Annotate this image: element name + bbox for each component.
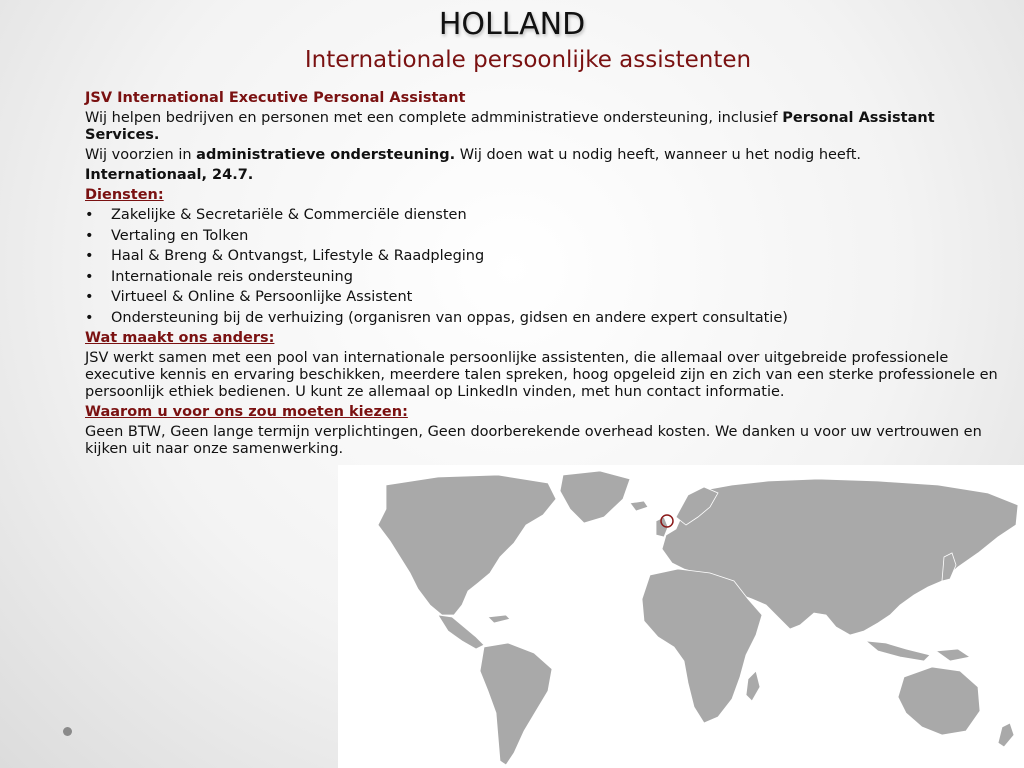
bullet-icon: • [85, 309, 94, 326]
bullet-icon: • [85, 248, 94, 264]
support-paragraph [85, 147, 1010, 164]
slide-title: HOLLAND [438, 7, 586, 42]
service-label: Zakelijke & Secretariële & Commerciële diensten [111, 207, 467, 223]
bullet-icon: • [85, 289, 94, 305]
why-heading: Waarom u voor ons zou moeten kiezen: [85, 404, 408, 420]
slide-corner-dot [63, 727, 72, 736]
international-line [85, 167, 1010, 184]
iceland-shape [630, 501, 648, 511]
support-after: Wij doen wat u nodig heeft, wanneer u het nodig heeft. [455, 147, 862, 163]
list-item [85, 269, 1010, 286]
different-heading: Wat maakt ons anders: [85, 330, 275, 346]
madagascar-shape [746, 671, 760, 701]
service-label: Internationale reis ondersteuning [111, 268, 353, 285]
service-label: Vertaling en Tolken [111, 227, 249, 244]
list-item [85, 228, 1010, 245]
list-item [85, 310, 1010, 327]
intro-text: Wij helpen bedrijven en personen met een complete admministratieve ondersteuning, inclusief [85, 110, 783, 126]
greenland-shape [560, 471, 630, 523]
service-label: Virtueel & Online & Persoonlijke Assistent [111, 289, 413, 305]
slide-content [85, 90, 1010, 461]
list-item [85, 248, 1010, 265]
bullet-icon: • [85, 227, 94, 244]
intro-paragraph [85, 110, 1010, 144]
australia-shape [898, 667, 980, 735]
bullet-icon: • [85, 207, 94, 223]
services-list [85, 207, 1010, 327]
world-map [338, 465, 1024, 768]
different-paragraph: JSV werkt samen met een pool van internationale persoonlijke assistenten, die allemaal over uitgebreide professionele executive kennis en ervaring beschikken, meerdere talen spreken, hoog opgeleid zijn en zich van een sterke professionele en persoonlijk ethiek bedienen. U kunt ze allemaal op LinkedIn vinden, met hun contact informatie. [85, 350, 998, 400]
world-map-graphic [338, 465, 1024, 768]
slide-subtitle: Internationale persoonlijke assistenten [304, 47, 752, 73]
company-name: JSV International Executive Personal Assistant [85, 90, 466, 106]
support-before: Wij voorzien in [85, 147, 197, 163]
caribbean-shape [488, 615, 510, 623]
bullet-icon: • [85, 268, 94, 285]
intro-bold: Personal Assistant Services. [85, 110, 935, 143]
new-zealand-shape [998, 723, 1014, 747]
services-heading: Diensten: [85, 187, 164, 203]
international-text: Internationaal, 24.7. [85, 167, 254, 183]
service-label: Haal & Breng & Ontvangst, Lifestyle & Raadpleging [111, 248, 485, 264]
south-america-shape [480, 643, 552, 765]
service-label: Ondersteuning bij de verhuizing (organisren van oppas, gidsen en andere expert consultatie) [111, 309, 788, 326]
central-america-shape [438, 615, 484, 649]
why-paragraph: Geen BTW, Geen lange termijn verplichtingen, Geen doorberekende overhead kosten. We danken u voor uw vertrouwen en kijken uit naar onze samenwerking. [85, 424, 982, 457]
indonesia-shape [866, 641, 930, 661]
new-guinea-shape [936, 649, 970, 661]
list-item [85, 207, 1010, 224]
north-america-shape [378, 475, 556, 615]
support-bold: administratieve ondersteuning. [196, 147, 456, 163]
list-item [85, 289, 1010, 306]
